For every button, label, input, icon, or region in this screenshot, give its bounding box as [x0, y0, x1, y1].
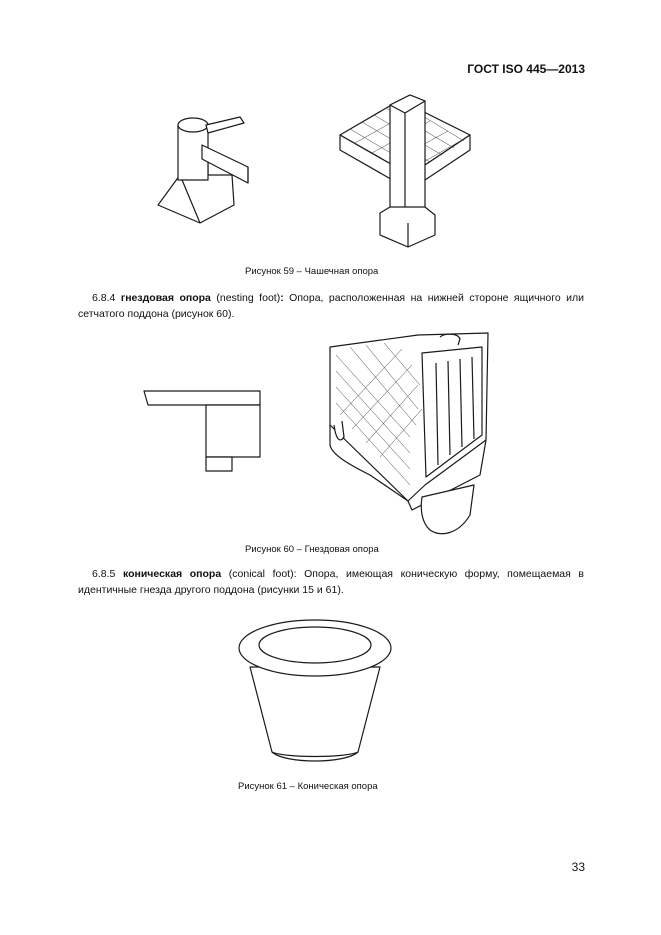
definition: Опора, имеющая коническую форму, помещаемая в идентичные гнезда другого поддона (рисунки 15 и 61).: [78, 568, 584, 596]
section-number: 6.8.4: [92, 292, 116, 304]
figure-59-cup-foot-drawing: [150, 95, 480, 255]
figure-61-conical-foot-drawing: [230, 612, 400, 772]
term: коническая опора: [122, 568, 222, 580]
page-number: 33: [571, 860, 585, 874]
figure-60-nesting-foot-drawing: [140, 325, 500, 540]
cup-foot-right-drawing: [340, 95, 470, 247]
term-colon: :: [280, 292, 284, 304]
document-header: ГОСТ ISO 445—2013: [467, 62, 585, 76]
section-6-8-5: [78, 566, 584, 598]
box-pallet-drawing: [330, 333, 488, 534]
definition: Опора, расположенная на нижней стороне ящичного или сетчатого поддона (рисунок 60).: [78, 292, 584, 320]
cup-foot-left-drawing: [158, 117, 248, 223]
term-english: (conical foot): [228, 568, 294, 580]
section-6-8-4: [78, 290, 584, 322]
figure-60-caption: Рисунок 60 – Гнездовая опора: [245, 544, 379, 555]
nesting-foot-profile: [144, 391, 260, 471]
figure-59-caption: Рисунок 59 – Чашечная опора: [245, 266, 379, 277]
term-colon: :: [293, 568, 297, 580]
section-number: 6.8.5: [92, 568, 116, 580]
term-english: (nesting foot): [216, 292, 281, 304]
term: гнездовая опора: [120, 292, 211, 304]
figure-61-caption: Рисунок 61 – Коническая опора: [238, 781, 378, 792]
